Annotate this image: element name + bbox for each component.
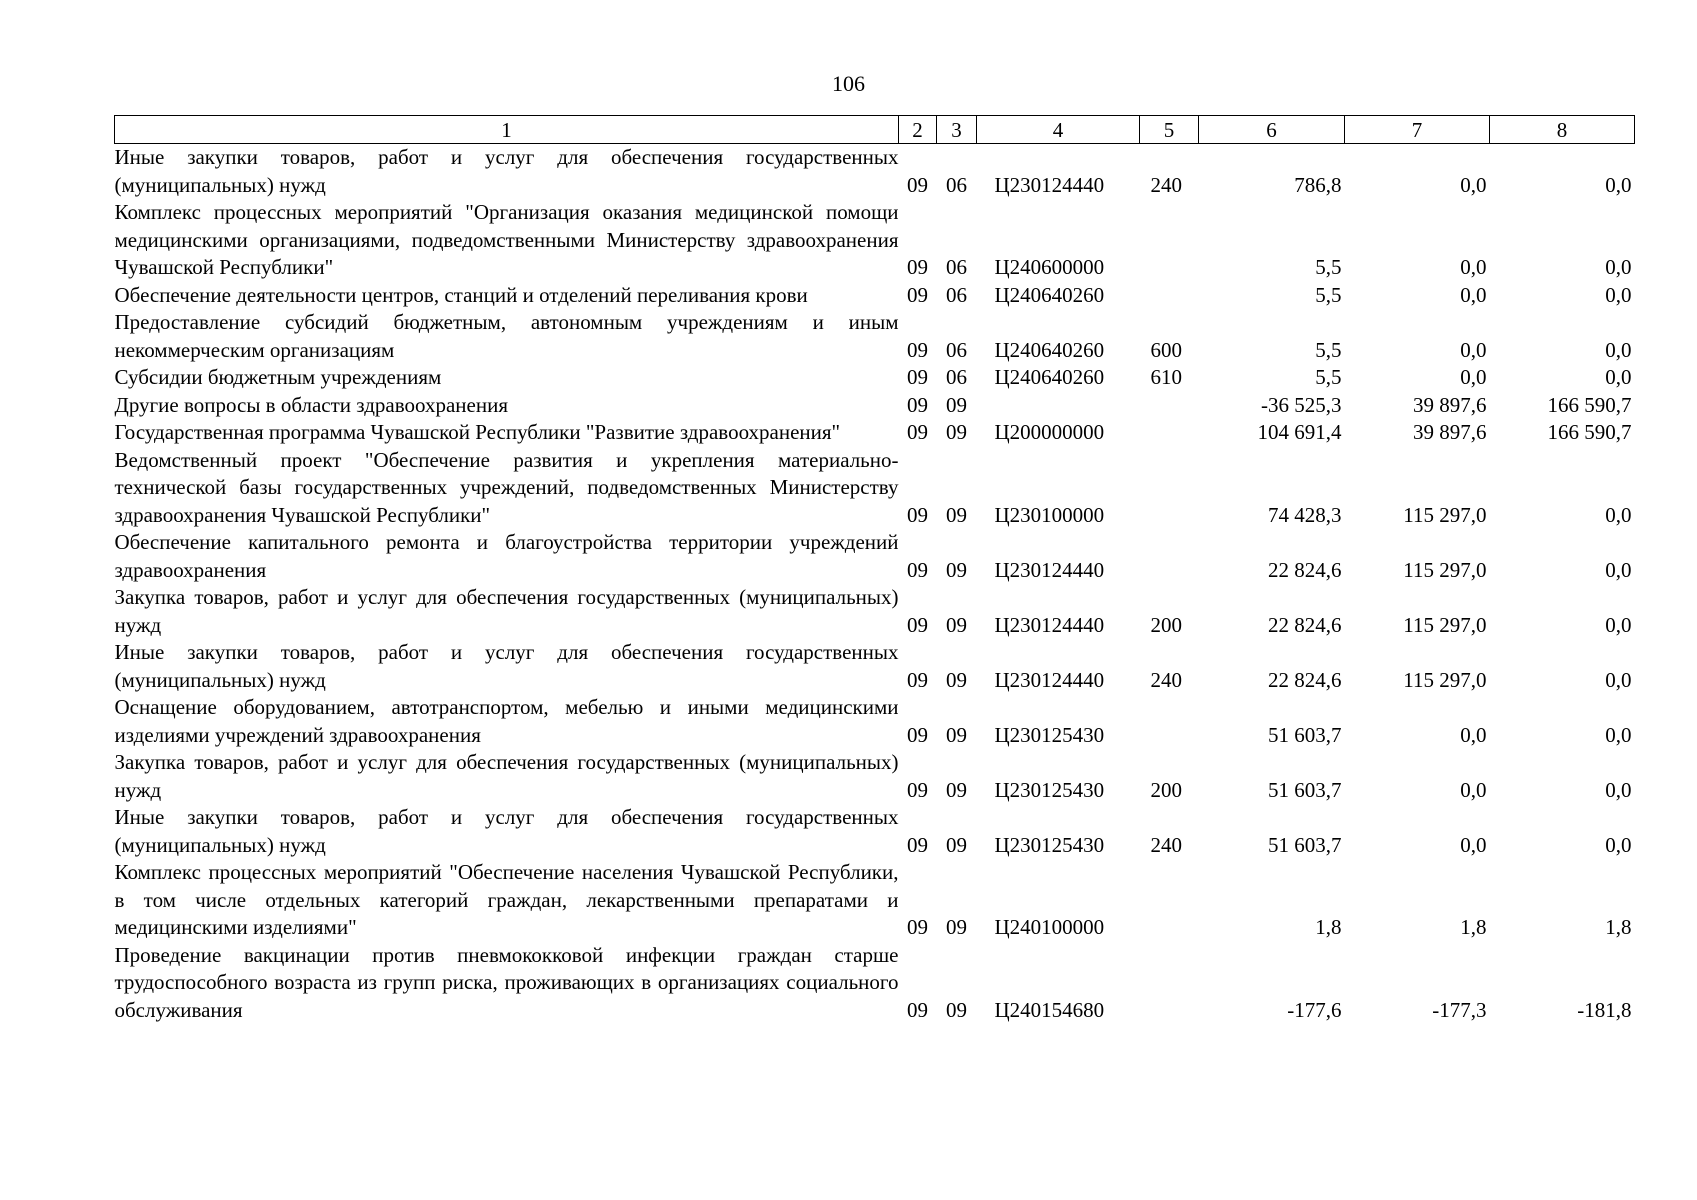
column-header: 7 <box>1345 116 1490 144</box>
row-value-8: 0,0 <box>1605 282 1632 307</box>
row-target-code: Ц230124440 <box>994 612 1105 637</box>
row-target-code: Ц230100000 <box>994 502 1105 527</box>
row-section: 09 <box>907 915 928 939</box>
row-name: Субсидии бюджетным учреждениям <box>114 365 442 389</box>
row-value-8: 166 590,7 <box>1547 420 1632 444</box>
page-number: 106 <box>832 71 865 96</box>
row-target-code: Ц230124440 <box>994 667 1105 692</box>
row-section: 09 <box>907 502 928 527</box>
row-name: Предоставление субсидий бюджетным, автономным учреждениям и иным некоммерческим организациям <box>114 310 899 362</box>
row-value-6: 104 691,4 <box>1257 420 1342 444</box>
row-name: Государственная программа Чувашской Республики "Развитие здравоохранения" <box>114 420 841 444</box>
column-header: 6 <box>1199 116 1345 144</box>
row-target-code: Ц230125430 <box>994 832 1105 857</box>
row-value-7: -177,3 <box>1432 997 1487 1022</box>
row-target-code: Ц240600000 <box>994 255 1105 279</box>
row-section: 09 <box>907 337 928 362</box>
table-row <box>115 639 1635 694</box>
row-expense-type <box>1140 447 1199 530</box>
row-subsection: 09 <box>946 722 967 747</box>
row-section: 09 <box>907 612 928 637</box>
row-subsection: 06 <box>946 255 967 279</box>
row-value-7: 39 897,6 <box>1413 420 1487 444</box>
row-name: Комплекс процессных мероприятий "Организация оказания медицинской помощи медицинскими организациями, подведомственными Министерству здравоохранения Чувашской Республики" <box>114 200 899 279</box>
table-row <box>115 529 1635 584</box>
row-value-7: 39 897,6 <box>1413 392 1487 417</box>
row-value-6: 5,5 <box>1315 365 1342 389</box>
row-target-code: Ц230124440 <box>994 557 1105 582</box>
row-value-7: 115 297,0 <box>1403 667 1487 692</box>
row-target-code: Ц230125430 <box>994 722 1105 747</box>
row-target-code: Ц200000000 <box>994 420 1105 444</box>
row-value-7: 115 297,0 <box>1403 502 1487 527</box>
row-target-code: Ц240640260 <box>994 337 1105 362</box>
row-value-6: 5,5 <box>1315 282 1342 307</box>
row-subsection: 06 <box>946 282 967 307</box>
row-expense-type <box>1140 199 1199 282</box>
row-value-6: -177,6 <box>1287 997 1342 1022</box>
row-name: Закупка товаров, работ и услуг для обеспечения государственных (муниципальных) нужд <box>114 750 899 802</box>
row-subsection: 09 <box>946 777 967 802</box>
row-subsection: 09 <box>946 832 967 857</box>
row-value-8: 0,0 <box>1605 777 1632 802</box>
row-expense-type <box>1140 694 1199 749</box>
table-row <box>115 364 1635 392</box>
row-expense-type <box>1140 392 1199 420</box>
row-value-7: 0,0 <box>1460 337 1487 362</box>
row-subsection: 09 <box>946 612 967 637</box>
row-name: Обеспечение деятельности центров, станций и отделений переливания крови <box>114 282 808 307</box>
column-header: 8 <box>1490 116 1635 144</box>
row-value-8: 0,0 <box>1605 365 1632 389</box>
row-name: Закупка товаров, работ и услуг для обеспечения государственных (муниципальных) нужд <box>114 585 899 637</box>
row-name: Иные закупки товаров, работ и услуг для обеспечения государственных (муниципальных) нужд <box>114 805 899 857</box>
row-section: 09 <box>907 832 928 857</box>
row-value-7: 0,0 <box>1460 365 1487 389</box>
row-section: 09 <box>907 172 928 197</box>
row-section: 09 <box>907 777 928 802</box>
row-expense-type <box>1140 282 1199 310</box>
row-value-8: 0,0 <box>1605 557 1632 582</box>
row-subsection: 09 <box>946 557 967 582</box>
column-header: 1 <box>115 116 899 144</box>
table-row <box>115 584 1635 639</box>
row-value-7: 0,0 <box>1460 282 1487 307</box>
row-expense-type <box>1140 419 1199 447</box>
row-value-8: 0,0 <box>1605 172 1632 197</box>
row-value-7: 115 297,0 <box>1403 612 1487 637</box>
row-name: Проведение вакцинации против пневмококковой инфекции граждан старше трудоспособного возраста из групп риска, проживающих в организациях социального обслуживания <box>114 942 899 1022</box>
row-value-6: 51 603,7 <box>1268 722 1342 747</box>
row-section: 09 <box>907 420 928 444</box>
row-subsection: 09 <box>946 667 967 692</box>
row-value-8: 0,0 <box>1605 255 1632 279</box>
column-header: 3 <box>937 116 977 144</box>
row-value-7: 0,0 <box>1460 722 1487 747</box>
row-expense-type <box>1140 942 1199 1025</box>
row-value-8: 0,0 <box>1605 722 1632 747</box>
budget-table <box>114 115 1635 1024</box>
table-row <box>115 694 1635 749</box>
row-target-code: Ц240640260 <box>994 282 1105 307</box>
row-value-7: 1,8 <box>1460 915 1487 939</box>
row-value-7: 0,0 <box>1460 255 1487 279</box>
row-name: Иные закупки товаров, работ и услуг для обеспечения государственных (муниципальных) нужд <box>114 145 899 197</box>
row-value-6: 51 603,7 <box>1268 832 1342 857</box>
row-target-code: Ц240640260 <box>994 365 1105 389</box>
row-value-6: 22 824,6 <box>1268 667 1342 692</box>
row-target-code: Ц230124440 <box>994 172 1105 197</box>
row-subsection: 06 <box>946 337 967 362</box>
row-value-8: 166 590,7 <box>1547 392 1632 417</box>
column-header: 4 <box>977 116 1140 144</box>
row-section: 09 <box>907 392 928 417</box>
row-expense-type: 200 <box>1150 612 1182 637</box>
row-target-code: Ц230125430 <box>994 777 1105 802</box>
row-name: Обеспечение капитального ремонта и благоустройства территории учреждений здравоохранения <box>114 530 899 582</box>
row-subsection: 09 <box>946 392 967 417</box>
table-row <box>115 144 1635 200</box>
column-header: 5 <box>1140 116 1199 144</box>
row-name: Другие вопросы в области здравоохранения <box>114 392 508 417</box>
row-value-7: 0,0 <box>1460 777 1487 802</box>
row-value-7: 0,0 <box>1460 832 1487 857</box>
row-value-8: 0,0 <box>1605 612 1632 637</box>
row-value-8: 0,0 <box>1605 832 1632 857</box>
row-expense-type <box>1140 529 1199 584</box>
row-value-6: 51 603,7 <box>1268 777 1342 802</box>
table-row <box>115 392 1635 420</box>
row-expense-type <box>1140 859 1199 942</box>
row-value-8: 1,8 <box>1605 915 1632 939</box>
row-value-8: 0,0 <box>1605 337 1632 362</box>
row-section: 09 <box>907 282 928 307</box>
row-value-6: 74 428,3 <box>1268 502 1342 527</box>
table-row <box>115 942 1635 1025</box>
row-section: 09 <box>907 667 928 692</box>
row-subsection: 09 <box>946 915 967 939</box>
row-target-code: Ц240100000 <box>994 915 1105 939</box>
row-section: 09 <box>907 255 928 279</box>
row-target-code: Ц240154680 <box>994 997 1105 1022</box>
table-row <box>115 282 1635 310</box>
row-subsection: 09 <box>946 420 967 444</box>
row-name: Ведомственный проект "Обеспечение развития и укрепления материально-технической базы государственных учреждений, подведомственных Министерству здравоохранения Чувашской Республики" <box>114 447 899 527</box>
row-value-8: -181,8 <box>1577 997 1632 1022</box>
table-row <box>115 749 1635 804</box>
row-subsection: 06 <box>946 365 967 389</box>
row-target-code <box>977 392 1140 420</box>
row-subsection: 09 <box>946 997 967 1022</box>
row-section: 09 <box>907 722 928 747</box>
row-value-6: 5,5 <box>1315 255 1342 279</box>
row-section: 09 <box>907 997 928 1022</box>
row-name: Комплекс процессных мероприятий "Обеспечение населения Чувашской Республики, в том числе отдельных категорий граждан, лекарственными препаратами и медицинскими изделиями" <box>114 860 899 939</box>
row-value-6: 22 824,6 <box>1268 557 1342 582</box>
row-value-6: -36 525,3 <box>1261 392 1342 417</box>
table-row <box>115 859 1635 942</box>
row-section: 09 <box>907 365 928 389</box>
column-header: 2 <box>899 116 937 144</box>
row-expense-type: 240 <box>1150 667 1182 692</box>
row-subsection: 09 <box>946 502 967 527</box>
row-subsection: 06 <box>946 172 967 197</box>
table-header-row <box>115 116 1635 144</box>
table-row <box>115 199 1635 282</box>
row-value-8: 0,0 <box>1605 667 1632 692</box>
row-expense-type: 600 <box>1150 337 1182 362</box>
row-value-8: 0,0 <box>1605 502 1632 527</box>
row-expense-type: 610 <box>1150 365 1182 389</box>
table-row <box>115 419 1635 447</box>
row-value-6: 5,5 <box>1315 337 1342 362</box>
row-section: 09 <box>907 557 928 582</box>
table-row <box>115 309 1635 364</box>
table-row <box>115 804 1635 859</box>
row-value-6: 22 824,6 <box>1268 612 1342 637</box>
row-value-7: 115 297,0 <box>1403 557 1487 582</box>
row-value-6: 1,8 <box>1315 915 1342 939</box>
row-expense-type: 240 <box>1150 832 1182 857</box>
row-expense-type: 240 <box>1150 172 1182 197</box>
row-name: Иные закупки товаров, работ и услуг для обеспечения государственных (муниципальных) нужд <box>114 640 899 692</box>
row-name: Оснащение оборудованием, автотранспортом, мебелью и иными медицинскими изделиями учреждений здравоохранения <box>114 695 899 747</box>
row-value-7: 0,0 <box>1460 172 1487 197</box>
table-row <box>115 447 1635 530</box>
row-expense-type: 200 <box>1150 777 1182 802</box>
row-value-6: 786,8 <box>1294 172 1342 197</box>
